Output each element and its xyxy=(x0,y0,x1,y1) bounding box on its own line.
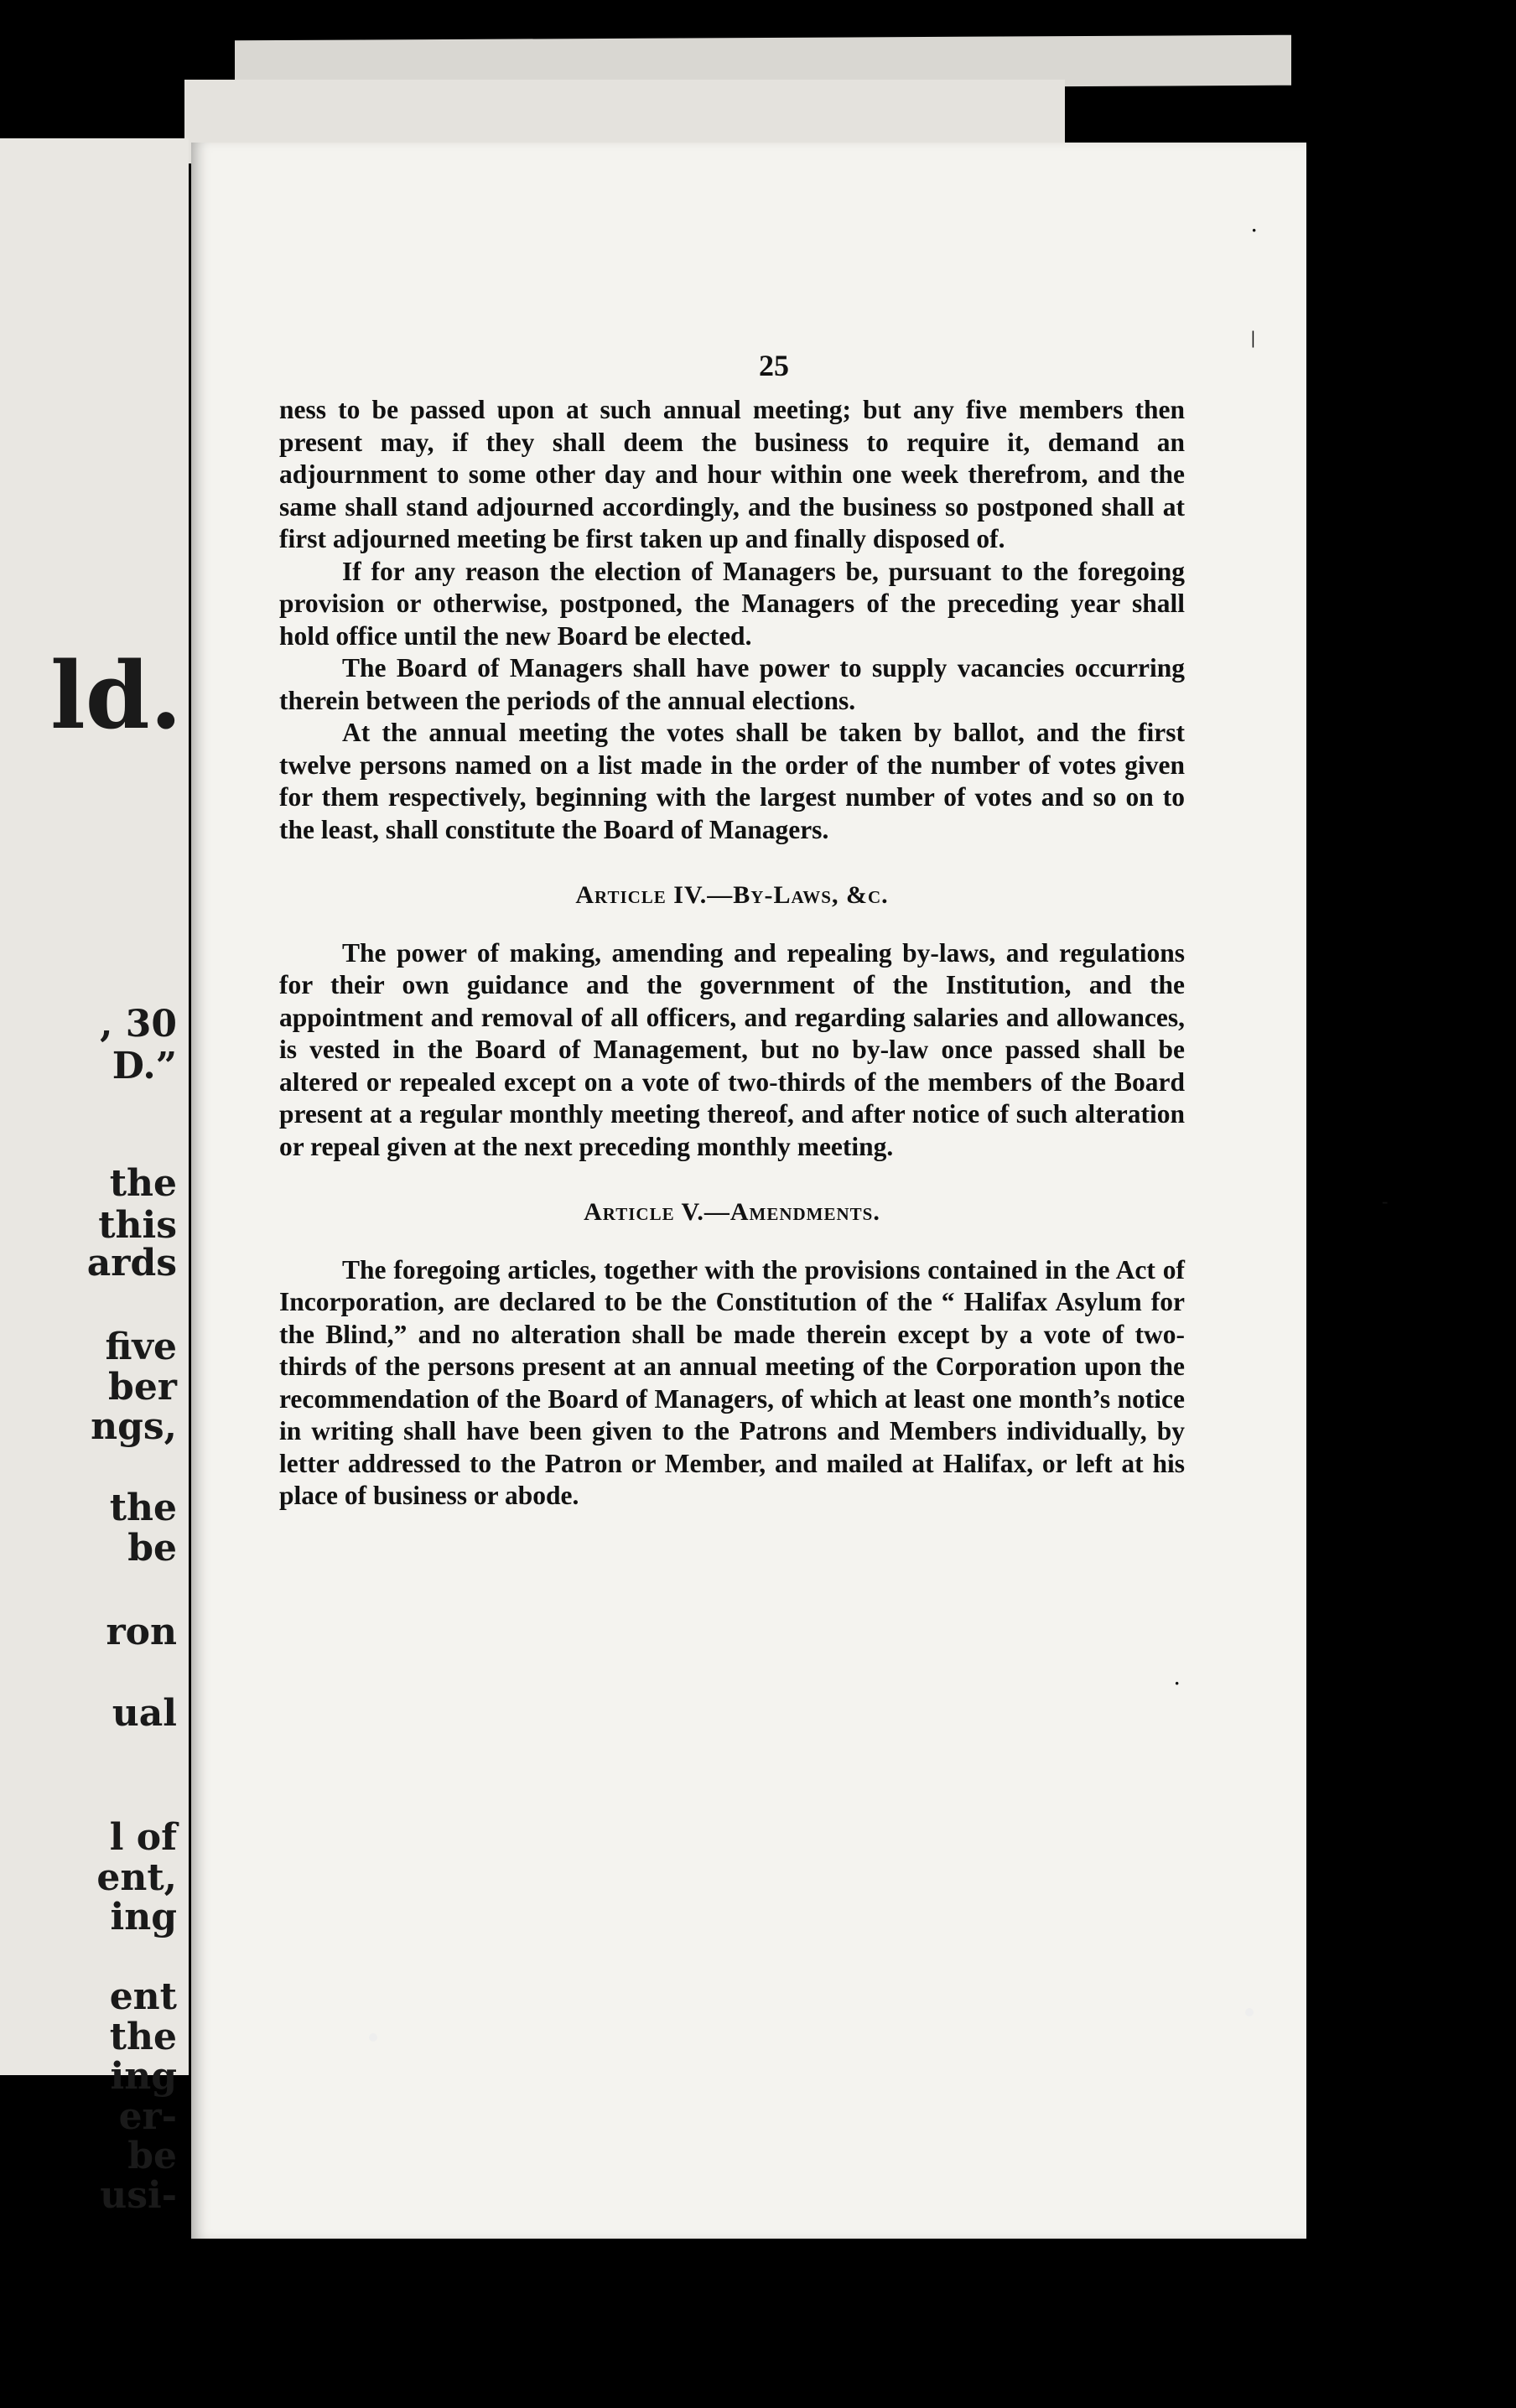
left-page-fragment: ngs, xyxy=(91,1405,177,1448)
left-page-fragment: ing xyxy=(110,1896,177,1938)
left-page-fragment: ual xyxy=(112,1692,177,1735)
left-page-fragment: er- xyxy=(118,2095,177,2138)
left-page-fragment: five xyxy=(105,1326,177,1368)
left-page-fragment: , 30 xyxy=(100,1003,177,1046)
article-v-heading: Article V.—Amendments. xyxy=(584,1198,880,1226)
paragraph: At the annual meeting the votes shall be taken by ballot, and the first twelve persons named on a list made in the order of the number of votes given for them respectively, beginning with the largest number of votes and so on to the least, shall constitute the Board of Managers. xyxy=(279,718,1185,844)
left-page-fragment: ards xyxy=(86,1242,177,1284)
paragraph: The Board of Managers shall have power to supply vacancies occurring therein between the periods of the annual elections. xyxy=(279,653,1185,715)
scan-speck: | xyxy=(1251,327,1255,348)
article-iv-heading: Article IV.—By-Laws, &c. xyxy=(575,881,889,909)
right-page xyxy=(191,143,1306,2239)
left-facing-page xyxy=(0,138,189,2217)
scan-speck: - xyxy=(1382,1191,1389,1212)
scan-speck xyxy=(1245,2008,1254,2016)
left-page-fragment: the xyxy=(109,1162,177,1205)
paragraph: ness to be passed upon at such annual meeting; but any five members then present may, if they shall deem the business to require it, demand an adjournment to some other day and hour within one week therefrom, and the same shall stand adjourned accordingly, and the business so postponed shall at first adjourned meeting be first taken up and finally disposed of. xyxy=(279,395,1185,553)
scan-speck xyxy=(369,2033,377,2042)
left-page-fragment: be xyxy=(127,1527,177,1570)
article-iv-text: The power of making, amending and repealing by-laws, and regulations for their own guidance and the government of the Institution, and the appointment and removal of all officers, and regarding salaries and allowances, is vested in the Board of Management, but no by-law once passed shall be altered or repealed except on a vote of two-thirds of the members of the Board present at a regular monthly meeting thereof, and after notice of such alteration or repeal given at the next preceding monthly meeting. xyxy=(279,937,1185,1161)
page-number: 25 xyxy=(759,349,789,382)
left-page-fragment: ron xyxy=(106,1611,177,1653)
left-page-fragment: D.” xyxy=(112,1045,177,1087)
left-page-fragment: ld. xyxy=(50,641,182,750)
left-page-fragment: this xyxy=(98,1204,177,1247)
paragraph: If for any reason the election of Managers be, pursuant to the foregoing provision or otherwise, postponed, the Managers of the preceding year shall hold office until the new Board be elected. xyxy=(279,556,1185,651)
left-page-fragment: ent xyxy=(109,1975,177,2018)
left-page-fragment: usi- xyxy=(100,2174,177,2217)
left-page-fragment: be xyxy=(127,2135,177,2177)
left-page-fragment: l of xyxy=(109,1816,177,1859)
body-text xyxy=(279,394,1185,1513)
left-page-fragment: the xyxy=(109,2016,177,2058)
article-v-text: The foregoing articles, together with the provisions contained in the Act of Incorporation, are declared to be the Constitution of the “ Halifax Asylum for the Blind,” and no alteration shall be made therein except by a vote of two-thirds of the persons present at an annual meeting of the Corporation upon the recommendation of the Board of Managers, of which at least one month’s notice in writing shall have been given to the Patrons and Members individually, by letter addressed to the Patron or Member, and mailed at Halifax, or left at his place of business or abode. xyxy=(279,1254,1185,1510)
bleed-through xyxy=(17,390,23,415)
scan-speck: · xyxy=(1174,1673,1181,1694)
scan-speck: · xyxy=(1251,220,1258,241)
left-page-fragment: ing xyxy=(110,2055,177,2098)
left-page-fragment: ber xyxy=(108,1366,177,1409)
left-page-fragment: ent, xyxy=(96,1856,177,1899)
left-page-fragment: the xyxy=(109,1487,177,1529)
